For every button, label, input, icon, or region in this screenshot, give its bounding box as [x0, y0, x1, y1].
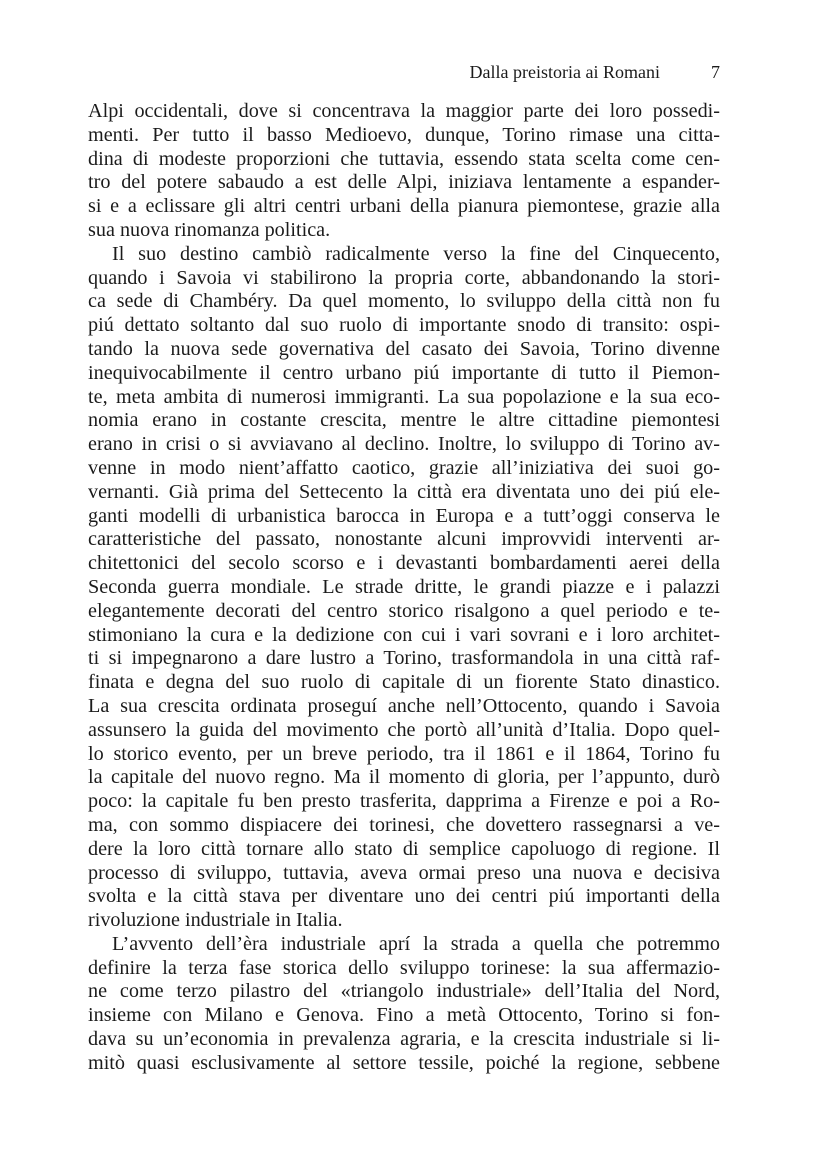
text-line: processo di sviluppo, tuttavia, aveva ormai preso una nuova e decisiva — [88, 861, 720, 884]
text-line: lo storico evento, per un breve periodo, tra il 1861 e il 1864, Torino fu — [88, 742, 720, 765]
text-line: chitettonici del secolo scorso e i devastanti bombardamenti aerei della — [88, 552, 720, 575]
text-line: definire la terza fase storica dello sviluppo torinese: la sua affermazio- — [88, 956, 720, 979]
body-text — [88, 100, 720, 1076]
text-line: te, meta ambita di numerosi immigranti. La sua popolazione e la sua eco- — [88, 385, 720, 408]
text-line: vernanti. Già prima del Settecento la città era diventata uno dei piú ele- — [88, 480, 720, 503]
text-line: Seconda guerra mondiale. Le strade dritte, le grandi piazze e i palazzi — [88, 575, 720, 598]
text-line: nomia erano in costante crescita, mentre le altre cittadine piemontesi — [88, 409, 720, 432]
text-line: la capitale del nuovo regno. Ma il momento di gloria, per l’appunto, durò — [88, 766, 720, 789]
text-line: menti. Per tutto il basso Medioevo, dunque, Torino rimase una citta- — [88, 123, 720, 146]
text-line: venne in modo nient’affatto caotico, grazie all’iniziativa dei suoi go- — [88, 456, 720, 479]
text-line: tando la nuova sede governativa del casato dei Savoia, Torino divenne — [88, 337, 720, 360]
paragraph — [88, 243, 720, 933]
text-line: stimoniano la cura e la dedizione con cui i vari sovrani e i loro architet- — [88, 623, 720, 646]
text-line: finata e degna del suo ruolo di capitale di un fiorente Stato dinastico. — [88, 671, 720, 694]
text-line: quando i Savoia vi stabilirono la propria corte, abbandonando la stori- — [88, 266, 720, 289]
running-head — [88, 62, 720, 90]
text-line: caratteristiche del passato, nonostante alcuni improvvidi interventi ar- — [88, 528, 720, 551]
text-line: dina di modeste proporzioni che tuttavia, essendo stata scelta come cen- — [88, 147, 720, 170]
paragraph — [88, 100, 720, 243]
text-line: Il suo destino cambiò radicalmente verso la fine del Cinquecento, — [112, 242, 720, 265]
text-line: L’avvento dell’èra industriale aprí la strada a quella che potremmo — [112, 932, 720, 955]
text-line: ti si impegnarono a dare lustro a Torino, trasformandola in una città raf- — [88, 647, 720, 670]
paragraph — [88, 933, 720, 1076]
text-line: poco: la capitale fu ben presto trasferita, dapprima a Firenze e poi a Ro- — [88, 790, 720, 813]
text-line: ganti modelli di urbanistica barocca in Europa e a tutt’oggi conserva le — [88, 504, 720, 527]
text-line: sua nuova rinomanza politica. — [88, 218, 331, 241]
text-line: assunsero la guida del movimento che portò all’unità d’Italia. Dopo quel- — [88, 718, 720, 741]
text-line: insieme con Milano e Genova. Fino a metà Ottocento, Torino si fon- — [88, 1004, 720, 1027]
text-line: svolta e la città stava per diventare uno dei centri piú importanti della — [88, 885, 720, 908]
text-line: dava su un’economia in prevalenza agraria, e la crescita industriale si li- — [88, 1028, 720, 1051]
text-line: piú dettato soltanto dal suo ruolo di importante snodo di transito: ospi- — [88, 314, 720, 337]
text-line: inequivocabilmente il centro urbano piú importante di tutto il Piemon- — [88, 361, 720, 384]
text-line: rivoluzione industriale in Italia. — [88, 909, 343, 932]
text-line: elegantemente decorati del centro storico risalgono a quel periodo e te- — [88, 599, 720, 622]
text-line: ca sede di Chambéry. Da quel momento, lo sviluppo della città non fu — [88, 290, 720, 313]
text-line: dere la loro città tornare allo stato di semplice capoluogo di regione. Il — [88, 837, 720, 860]
text-line: tro del potere sabaudo a est delle Alpi, iniziava lentamente a espander- — [88, 171, 720, 194]
page-number: 7 — [711, 62, 720, 82]
text-line: mitò quasi esclusivamente al settore tessile, poiché la regione, sebbene — [88, 1051, 720, 1074]
text-line: ne come terzo pilastro del «triangolo industriale» dell’Italia del Nord, — [88, 980, 720, 1003]
text-line: La sua crescita ordinata proseguí anche nell’Ottocento, quando i Savoia — [88, 694, 720, 717]
text-line: si e a eclissare gli altri centri urbani della pianura piemontese, grazie alla — [88, 195, 720, 218]
text-line: ma, con sommo dispiacere dei torinesi, che dovettero rassegnarsi a ve- — [88, 813, 720, 836]
running-title: Dalla preistoria ai Romani — [469, 62, 660, 82]
text-line: erano in crisi o si avviavano al declino. Inoltre, lo sviluppo di Torino av- — [88, 433, 720, 456]
text-line: Alpi occidentali, dove si concentrava la maggior parte dei loro possedi- — [88, 100, 720, 122]
